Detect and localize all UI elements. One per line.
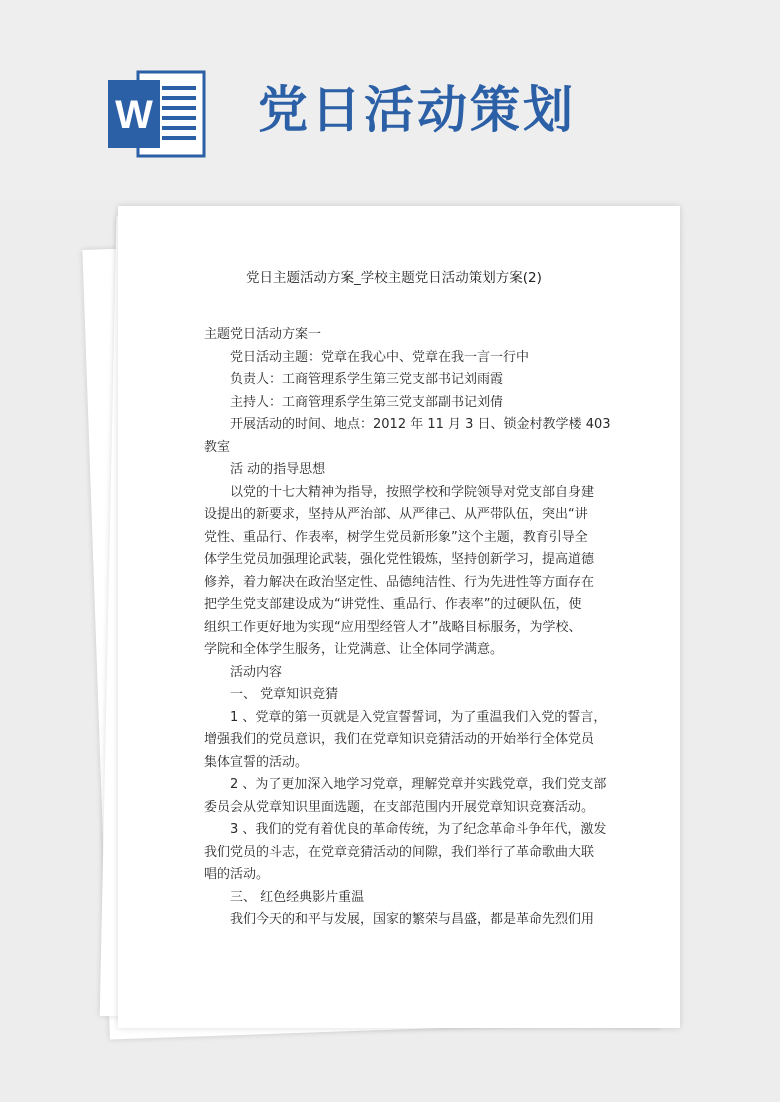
document-line: 唱的活动。 — [204, 867, 270, 882]
document-page — [118, 206, 680, 1028]
document-line: 委员会从党章知识里面选题，在支部范围内开展党章知识竞赛活动。 — [204, 799, 595, 815]
document-line: 党性、重品行、作表率，树学生党员新形象”这个主题，教育引导全 — [204, 529, 588, 545]
document-line: 我们党员的斗志，在党章竞猜活动的间隙，我们举行了革命歌曲大联 — [204, 844, 595, 860]
document-line: 设提出的新要求，坚持从严治部、从严律己、从严带队伍，突出“讲 — [204, 507, 588, 522]
document-line: 体学生党员加强理论武装，强化党性锻炼，坚持创新学习，提高道德 — [204, 552, 595, 567]
document-line: 修养，着力解决在政治坚定性、品德纯洁性、行为先进性等方面存在 — [204, 574, 595, 590]
document-line: 开展活动的时间、地点：2012 年 11 月 3 日、锁金村教学楼 403 — [230, 417, 611, 432]
document-line: 集体宣誓的活动。 — [204, 754, 309, 770]
document-line: 负责人：工商管理系学生第三党支部书记刘雨霞 — [230, 372, 504, 387]
word-doc-icon — [108, 68, 208, 160]
document-line: 主题党日活动方案一 — [204, 327, 322, 342]
document-line: 1 、党章的第一页就是入党宣誓誓词，为了重温我们入党的誓言， — [230, 709, 607, 725]
page-title: 党日活动策划 — [258, 80, 576, 139]
document-line: 主持人：工商管理系学生第三党支部副书记刘倩 — [230, 394, 504, 410]
document-line: 3 、我们的党有着优良的革命传统，为了纪念革命斗争年代，激发 — [230, 822, 607, 837]
document-line: 以党的十七大精神为指导，按照学校和学院领导对党支部自身建 — [230, 484, 595, 500]
document-line: 活 动的指导思想 — [230, 462, 326, 477]
document-line: 活动内容 — [230, 664, 283, 680]
document-line: 增强我们的党员意识，我们在党章知识竞猜活动的开始举行全体党员 — [204, 732, 595, 747]
document-body — [204, 324, 611, 932]
document-line: 一、 党章知识竞猜 — [230, 687, 339, 702]
document-line: 把学生党支部建设成为“讲党性、重品行、作表率”的过硬队伍，使 — [204, 597, 582, 612]
document-line: 学院和全体学生服务，让党满意、让全体同学满意。 — [204, 642, 504, 657]
banner-header — [0, 0, 780, 200]
document-line: 2 、为了更加深入地学习党章，理解党章并实践党章，我们党支部 — [230, 777, 607, 792]
document-line: 三、 红色经典影片重温 — [230, 889, 365, 905]
document-line: 我们今天的和平与发展，国家的繁荣与昌盛，都是革命先烈们用 — [230, 912, 595, 927]
document-line: 党日活动主题：党章在我心中、党章在我一言一行中 — [230, 349, 530, 365]
document-line: 组织工作更好地为实现“应用型经管人才”战略目标服务，为学校、 — [204, 619, 582, 635]
document-title: 党日主题活动方案_学校主题党日活动策划方案(2) — [246, 270, 542, 286]
word-logo-letter: W — [115, 93, 153, 137]
document-line: 教室 — [204, 439, 231, 455]
